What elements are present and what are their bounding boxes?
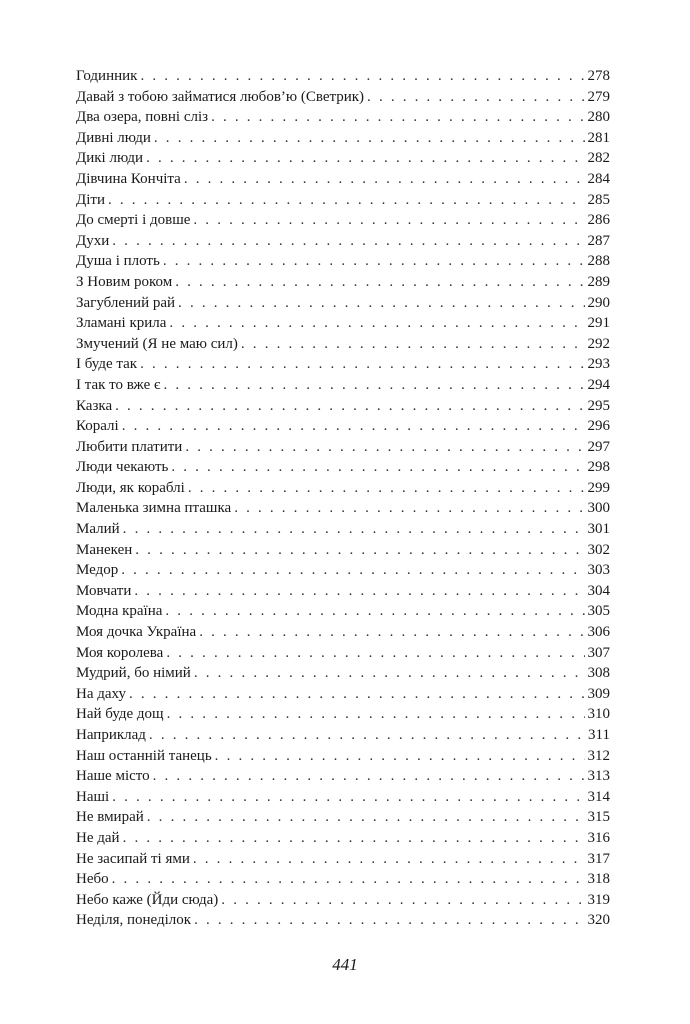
dot-leader <box>169 313 584 334</box>
toc-entry-page-number: 289 <box>587 273 610 290</box>
toc-entry <box>76 498 610 519</box>
dot-leader <box>149 725 585 746</box>
toc-entry-page-number: 292 <box>587 335 610 352</box>
dot-leader <box>199 622 584 643</box>
toc-entry-page-number: 320 <box>587 912 610 929</box>
dot-leader <box>163 375 584 396</box>
toc-entry-title: Неділя, понеділок <box>76 912 192 929</box>
toc-entry-title: Не засипай ті ями <box>76 850 190 867</box>
toc-entry <box>76 601 610 622</box>
toc-entry-title: Не вмирай <box>76 809 144 826</box>
dot-leader <box>184 169 585 190</box>
dot-leader <box>146 148 584 169</box>
toc-entry-page-number: 284 <box>587 170 610 187</box>
toc-entry <box>76 787 610 808</box>
dot-leader <box>194 910 584 931</box>
toc-entry <box>76 87 610 108</box>
toc-entry-title: Любити платити <box>76 438 183 455</box>
toc-entry-page-number: 308 <box>587 665 610 682</box>
toc-entry-title: Змучений (Я не маю сил) <box>76 335 238 352</box>
toc-entry <box>76 540 610 561</box>
toc-entry <box>76 890 610 911</box>
toc-entry-title: На даху <box>76 685 126 702</box>
dot-leader <box>147 807 585 828</box>
toc-entry <box>76 128 610 149</box>
dot-leader <box>112 869 585 890</box>
toc-entry-page-number: 288 <box>587 253 610 270</box>
toc-entry <box>76 663 610 684</box>
toc-entry-title: Наш останній танець <box>76 747 212 764</box>
dot-leader <box>135 540 584 561</box>
toc-entry-page-number: 315 <box>587 809 610 826</box>
dot-leader <box>123 519 585 540</box>
dot-leader <box>165 601 584 622</box>
toc-entry <box>76 457 610 478</box>
dot-leader <box>241 334 585 355</box>
toc-entry-title: Люди чекають <box>76 459 169 476</box>
dot-leader <box>193 210 584 231</box>
dot-leader <box>121 560 584 581</box>
dot-leader <box>129 684 585 705</box>
toc-entry-title: Давай з тобою займатися любов’ю (Светрик) <box>76 88 365 105</box>
toc-entry <box>76 684 610 705</box>
toc-entry-page-number: 316 <box>587 829 610 846</box>
toc-entry-title: Казка <box>76 397 113 414</box>
toc-entry <box>76 169 610 190</box>
toc-entry-title: Манекен <box>76 541 133 558</box>
toc-entry-page-number: 290 <box>587 294 610 311</box>
toc-entry <box>76 519 610 540</box>
toc-entry-title: Коралі <box>76 418 119 435</box>
toc-entry-title: Небо каже (Йди сюда) <box>76 891 219 908</box>
toc-entry-page-number: 281 <box>587 129 610 146</box>
dot-leader <box>154 128 585 149</box>
toc-entry-page-number: 296 <box>587 418 610 435</box>
toc-entry-title: Модна країна <box>76 603 163 620</box>
toc-entry-page-number: 295 <box>587 397 610 414</box>
dot-leader <box>115 396 584 417</box>
toc-entry-page-number: 317 <box>587 850 610 867</box>
toc-entry <box>76 828 610 849</box>
toc-entry-title: З Новим роком <box>76 273 173 290</box>
toc-entry-page-number: 298 <box>587 459 610 476</box>
toc-entry <box>76 807 610 828</box>
toc-entry-title: Медор <box>76 562 119 579</box>
toc-entry-title: І так то вже є <box>76 376 161 393</box>
toc-entry-page-number: 312 <box>587 747 610 764</box>
dot-leader <box>215 746 585 767</box>
toc-entry-title: Діти <box>76 191 105 208</box>
toc-entry-page-number: 305 <box>587 603 610 620</box>
toc-entry-page-number: 282 <box>587 150 610 167</box>
toc-entry <box>76 354 610 375</box>
toc-entry-page-number: 319 <box>587 891 610 908</box>
toc-entry-page-number: 306 <box>587 624 610 641</box>
toc-entry <box>76 478 610 499</box>
dot-leader <box>166 643 584 664</box>
toc-entry-title: Зламані крила <box>76 315 167 332</box>
dot-leader <box>171 457 584 478</box>
toc-entry-title: Дивні люди <box>76 129 151 146</box>
dot-leader <box>193 849 585 870</box>
dot-leader <box>112 787 584 808</box>
toc-entry <box>76 643 610 664</box>
toc-entry-title: Наше місто <box>76 768 150 785</box>
toc-entry <box>76 766 610 787</box>
dot-leader <box>234 498 584 519</box>
toc-entry <box>76 272 610 293</box>
toc-entry <box>76 190 610 211</box>
toc-entry-title: Най буде дощ <box>76 706 164 723</box>
toc-entry <box>76 622 610 643</box>
toc-entry-title: Дівчина Кончіта <box>76 170 181 187</box>
toc-entry-page-number: 310 <box>587 706 610 723</box>
toc-entry-title: Маленька зимна пташка <box>76 500 232 517</box>
toc-entry-page-number: 286 <box>587 212 610 229</box>
toc-entry-page-number: 285 <box>587 191 610 208</box>
toc-entry-page-number: 314 <box>587 788 610 805</box>
toc-entry-page-number: 318 <box>587 871 610 888</box>
toc-entry <box>76 869 610 890</box>
dot-leader <box>134 581 584 602</box>
toc-entry <box>76 746 610 767</box>
dot-leader <box>163 251 585 272</box>
dot-leader <box>153 766 585 787</box>
toc-entry <box>76 251 610 272</box>
toc-entry-page-number: 291 <box>587 315 610 332</box>
toc-entry-page-number: 293 <box>587 356 610 373</box>
dot-leader <box>122 416 585 437</box>
dot-leader <box>178 293 584 314</box>
toc-entry <box>76 210 610 231</box>
toc-entry-page-number: 304 <box>587 582 610 599</box>
toc-entry-title: Мовчати <box>76 582 132 599</box>
toc-entry-page-number: 297 <box>587 438 610 455</box>
toc-entry-page-number: 311 <box>588 727 610 743</box>
toc-entry-title: Малий <box>76 521 120 538</box>
toc-entry <box>76 313 610 334</box>
toc-entry-title: Мудрий, бо німий <box>76 665 191 682</box>
toc-entry-title: Люди, як кораблі <box>76 479 185 496</box>
toc-entry-title: Загублений рай <box>76 294 176 311</box>
dot-leader <box>140 354 584 375</box>
toc-entry-page-number: 313 <box>587 768 610 785</box>
table-of-contents <box>76 66 610 931</box>
dot-leader <box>108 190 585 211</box>
toc-entry-page-number: 279 <box>587 88 610 105</box>
toc-entry <box>76 334 610 355</box>
toc-entry-page-number: 300 <box>587 500 610 517</box>
toc-entry-title: Наші <box>76 788 110 805</box>
toc-entry <box>76 375 610 396</box>
toc-entry-title: Не дай <box>76 829 120 846</box>
toc-entry-page-number: 299 <box>587 479 610 496</box>
toc-entry-title: Дикі люди <box>76 150 144 167</box>
toc-entry <box>76 148 610 169</box>
toc-entry-page-number: 294 <box>587 376 610 393</box>
toc-entry <box>76 107 610 128</box>
dot-leader <box>211 107 584 128</box>
toc-entry-title: Моя королева <box>76 644 164 661</box>
toc-entry <box>76 231 610 252</box>
toc-entry-title: Два озера, повні сліз <box>76 109 209 126</box>
dot-leader <box>185 437 584 458</box>
toc-entry-page-number: 307 <box>587 644 610 661</box>
toc-entry <box>76 416 610 437</box>
toc-entry-page-number: 309 <box>587 685 610 702</box>
toc-entry <box>76 560 610 581</box>
toc-entry <box>76 66 610 87</box>
toc-entry <box>76 396 610 417</box>
page-number: 441 <box>332 955 358 974</box>
toc-entry-page-number: 280 <box>587 109 610 126</box>
toc-entry <box>76 849 610 870</box>
dot-leader <box>367 87 584 108</box>
dot-leader <box>194 663 585 684</box>
dot-leader <box>112 231 584 252</box>
toc-entry-title: Моя дочка Україна <box>76 624 197 641</box>
dot-leader <box>167 704 585 725</box>
toc-entry-title: І буде так <box>76 356 138 373</box>
toc-entry <box>76 293 610 314</box>
toc-entry-title: Годинник <box>76 68 138 84</box>
toc-entry-page-number: 278 <box>587 68 610 84</box>
toc-entry-title: Духи <box>76 232 110 249</box>
toc-entry <box>76 437 610 458</box>
dot-leader <box>140 66 584 87</box>
dot-leader <box>123 828 585 849</box>
toc-entry-page-number: 301 <box>587 521 610 538</box>
dot-leader <box>175 272 584 293</box>
toc-entry-page-number: 302 <box>587 541 610 558</box>
toc-entry <box>76 910 610 931</box>
toc-entry-page-number: 287 <box>587 232 610 249</box>
toc-entry-page-number: 303 <box>587 562 610 579</box>
toc-entry-title: Наприклад <box>76 727 146 743</box>
toc-entry <box>76 725 610 746</box>
toc-entry <box>76 704 610 725</box>
toc-entry-title: Небо <box>76 871 109 888</box>
toc-entry-title: Душа і плоть <box>76 253 160 270</box>
dot-leader <box>221 890 584 911</box>
toc-entry-title: До смерті і довше <box>76 212 191 229</box>
dot-leader <box>188 478 585 499</box>
toc-entry <box>76 581 610 602</box>
